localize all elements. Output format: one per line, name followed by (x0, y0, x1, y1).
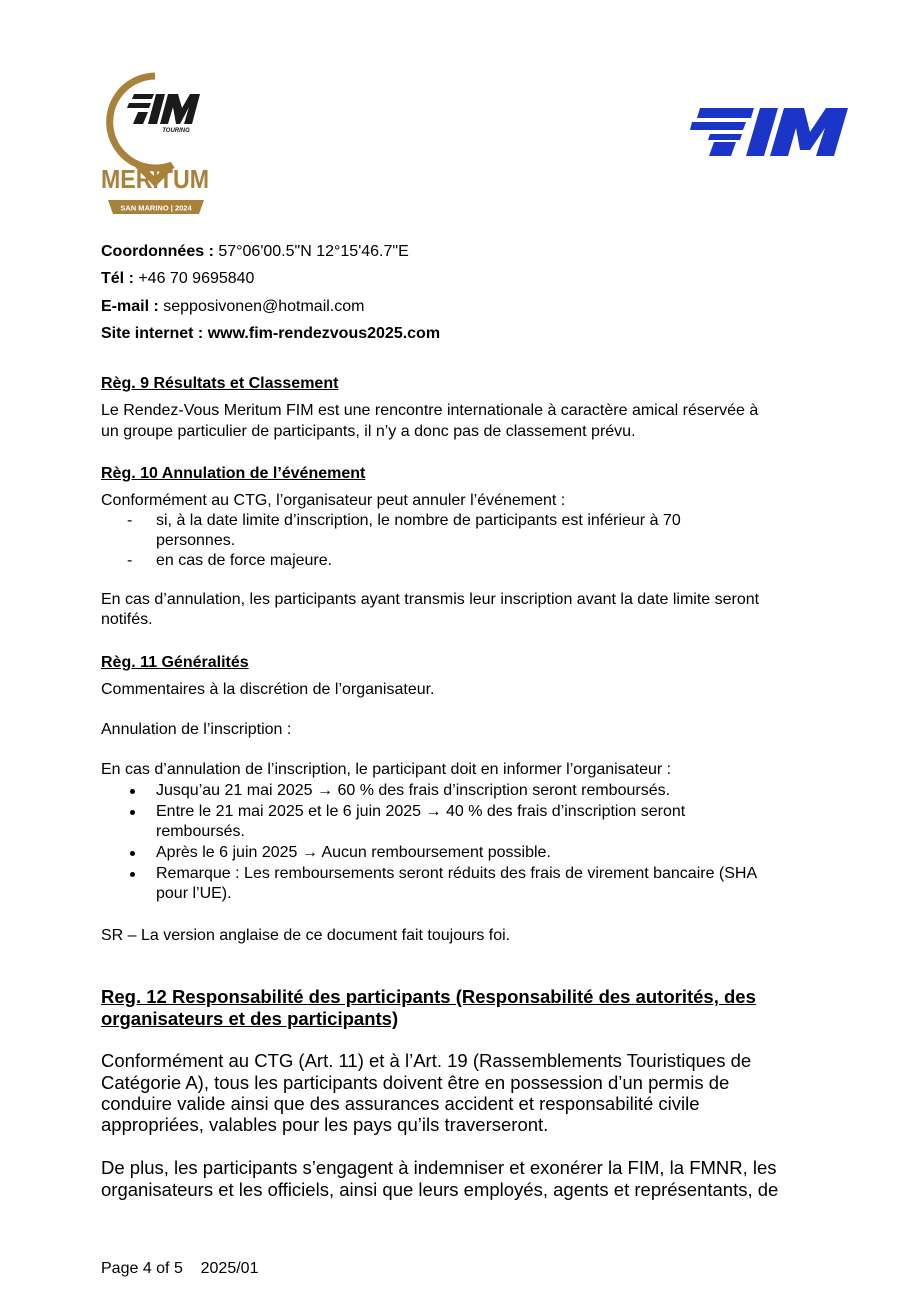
phone-label: Tél : (101, 270, 134, 287)
bullet-dot (130, 851, 135, 856)
website-link[interactable]: www.fim-rendezvous2025.com (207, 325, 441, 342)
reg11-bullet-1: Jusqu’au 21 mai 2025 → 60 % des frais d’inscription seront remboursés. (156, 782, 671, 799)
reg11-sr-note: SR – La version anglaise de ce document fait toujours foi. (101, 927, 511, 944)
email-label: E-mail : (101, 298, 159, 315)
meritum-fim-mark (127, 94, 200, 124)
reg11-bullet-2-line-2: remboursés. (156, 823, 245, 840)
reg11-cancel-heading: Annulation de l’inscription : (101, 721, 292, 738)
coordinates-value: 57°06'00.5"N 12°15'46.7"E (213, 243, 409, 260)
meritum-location-text: SAN MARINO | 2024 (120, 203, 192, 213)
reg10-after-line-2: notifés. (101, 611, 153, 628)
reg11-bullet-3: Après le 6 juin 2025 → Aucun remboursement possible. (156, 844, 551, 861)
fim-logo (690, 98, 850, 160)
reg12-p1-line-1: Conformément au CTG (Art. 11) et à l’Art. 19 (Rassemblements Touristiques de (101, 1050, 752, 1071)
reg10-item-1-line-2: personnes. (156, 532, 236, 549)
reg12-p2-line-1: De plus, les participants s’engagent à indemniser et exonérer la FIM, la FMNR, les (101, 1157, 777, 1178)
reg10-item-1-line-1: si, à la date limite d’inscription, le nombre de participants est inférieur à 70 (156, 512, 681, 529)
reg11-cancel-intro: En cas d’annulation de l’inscription, le participant doit en informer l’organisateur : (101, 761, 672, 778)
reg11-bullet-4-line-1: Remarque : Les remboursements seront réduits des frais de virement bancaire (SHA (156, 865, 758, 882)
reg12-p1-line-2: Catégorie A), tous les participants doivent être en possession d’un permis de (101, 1072, 730, 1093)
dash-marker: - (127, 552, 133, 569)
coordinates-line (101, 242, 409, 262)
reg12-heading-line-1: Reg. 12 Responsabilité des participants (Responsabilité des autorités, des (101, 986, 756, 1007)
reg10-item-2: en cas de force majeure. (156, 552, 333, 569)
phone-line (101, 269, 254, 289)
reg9-text-line-1: Le Rendez-Vous Meritum FIM est une rencontre internationale à caractère amical réservée à (101, 402, 759, 419)
reg11-heading: Règ. 11 Généralités (101, 654, 249, 671)
phone-value: +46 70 9695840 (133, 270, 255, 287)
reg11-comments: Commentaires à la discrétion de l’organisateur. (101, 681, 435, 698)
reg10-heading: Règ. 10 Annulation de l’événement (101, 465, 366, 482)
reg12-p2-line-2: organisateurs et les officiels, ainsi que leurs employés, agents et représentants, de (101, 1179, 779, 1200)
meritum-logo (96, 70, 214, 218)
reg11-bullet-2-line-1: Entre le 21 mai 2025 et le 6 juin 2025 → 40 % des frais d’inscription seront (156, 803, 686, 820)
meritum-touring-text: TOURING (162, 128, 190, 134)
bullet-dot (130, 810, 135, 815)
reg10-intro: Conformément au CTG, l’organisateur peut annuler l’événement : (101, 492, 566, 509)
page-number: Page 4 of 5 (101, 1260, 183, 1277)
reg9-text-line-2: un groupe particulier de participants, il n’y a donc pas de classement prévu. (101, 423, 636, 440)
reg12-p1-line-3: conduire valide ainsi que des assurances accident et responsabilité civile (101, 1093, 700, 1114)
bullet-dot (130, 789, 135, 794)
website-label: Site internet : (101, 325, 208, 342)
email-line (101, 297, 364, 317)
reg9-heading: Règ. 9 Résultats et Classement (101, 375, 339, 392)
meritum-name-text: MERITUM (101, 164, 209, 194)
page-footer (101, 1259, 258, 1279)
website-line (101, 324, 440, 344)
bullet-dot (130, 872, 135, 877)
email-value[interactable]: sepposivonen@hotmail.com (158, 298, 365, 315)
reg10-after-line-1: En cas d’annulation, les participants ayant transmis leur inscription avant la date limite seront (101, 591, 760, 608)
coordinates-label: Coordonnées : (101, 243, 214, 260)
reg12-heading-line-2: organisateurs et des participants) (101, 1008, 399, 1029)
dash-marker: - (127, 512, 133, 529)
reg12-p1-line-4: appropriées, valables pour les pays qu’ils traverseront. (101, 1114, 549, 1135)
document-date: 2025/01 (200, 1260, 259, 1277)
reg11-bullet-4-line-2: pour l’UE). (156, 885, 232, 902)
